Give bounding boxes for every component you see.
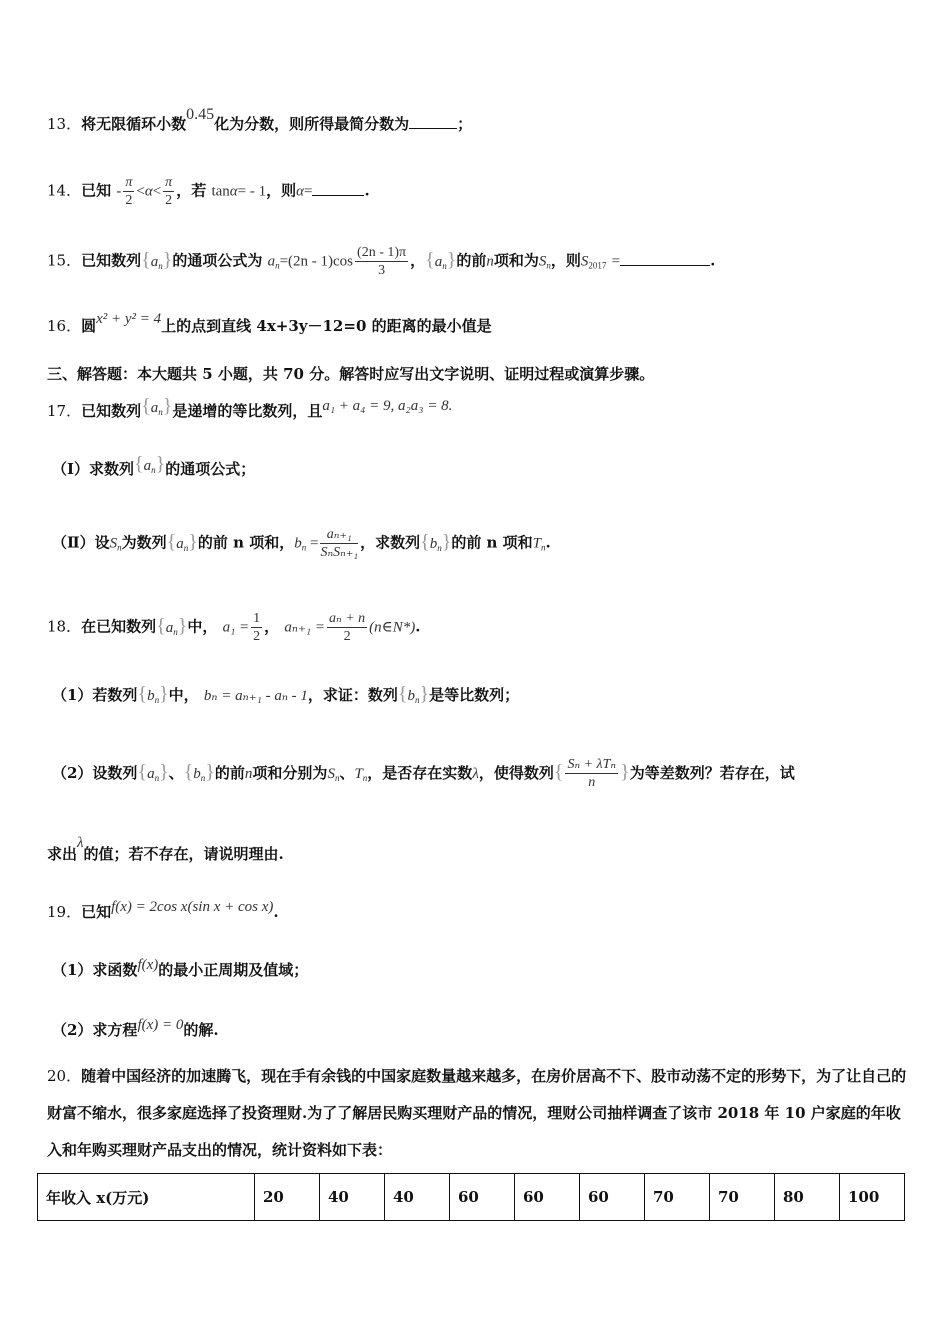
question-15 [47,244,715,279]
q19-end: . [273,903,279,921]
sub-n: n [362,773,368,784]
question-14 [47,174,370,209]
pi-over-2-fraction [163,174,174,209]
q17-p2-text4: ，求数列 [360,533,421,552]
sequence-brace: $\{a_n\}$ [137,761,169,784]
a1-eq: a₁ = [222,619,250,636]
n-condition: (n∈N*) [369,619,416,636]
table-cell: 60 [515,1174,580,1221]
a-symbol: a [150,253,159,270]
frac-num: aₙ + n [329,611,366,626]
q18-p1-text4: 是等比数列； [429,686,520,704]
question-number: 17． [47,402,82,420]
q18-p3-text: 求出 [47,845,78,863]
q15-text6: ，则 [550,251,581,270]
sequence-brace: $\{b_n\}$ [397,683,430,705]
a-symbol: a [143,458,152,474]
section-header: 三、解答题：本大题共 5 小题，共 70 分。解答时应写出文字说明、证明过程或演算步骤。 [47,365,655,383]
q17-part2: （Ⅱ）设$S_n$为数列$\{a_n\}$的前 n 项和，$b_n$ = $\frac{\text{aₙ₊₁}}{\text{SₙSₙ₊₁}}$ ，求数列$\{b_n\}$的前 n 项和$T_n$. [52,527,551,560]
sub-n: n [117,542,122,553]
q19-part1 [52,957,309,981]
fx-equation: f(x) = 0 [137,1017,184,1033]
q18-p2-sep: 、 [168,764,184,783]
b-symbol: b [193,766,201,783]
q17-text: 已知数列 [81,402,142,420]
question-number: 16． [47,317,82,335]
q14-text: 已知 [81,181,112,200]
sequence-brace: $\{a_n\}$ [134,453,166,475]
question-number: 13． [47,115,82,133]
sub-n: n [200,773,206,784]
recurrence-lhs: aₙ₊₁ = [284,619,326,636]
q15-text2: 的通项公式为 [172,251,263,270]
frac-num: π [165,175,173,190]
sub-n: n [334,773,340,784]
question-19 [47,899,279,923]
tan-eq: = - 1 [237,183,267,200]
q18-p2-text6: 为等差数列？若存在，试 [629,764,795,783]
table-cell: 70 [645,1174,710,1221]
bn-fraction [320,526,358,561]
bn-definition: bₙ = aₙ₊₁ - aₙ - 1 [203,688,308,704]
q18-part2: （2）设数列$\{a_n\}$、$\{b_n\}$的前n项和分别为$S_n$、$T_n$，是否存在实数λ，使得数列{ $\frac{\text{Sₙ + λTₙ}}{n}$ }为等差数列？若存在，试 [52,757,795,790]
question-number: 15． [47,251,82,270]
a-symbol: a [176,535,184,552]
question-13 [47,106,473,135]
answer-blank [312,195,364,196]
sub-n: n [415,695,420,705]
sequence-brace: $\{a_n\}$ [141,395,173,417]
table-header-cell: 年收入 x(万元) [38,1174,255,1221]
q13-text2: 化为分数，则所得最简分数为 [214,115,410,133]
q17-p1-text: （Ⅰ）求数列 [52,460,135,478]
circle-equation: x² + y² = 4 [96,311,162,327]
q18-p1-text2: 中， [168,686,199,704]
recurrence-fraction [327,610,367,645]
q17-p1-text2: 的通项公式； [165,460,256,478]
alpha-symbol: α [229,183,238,200]
frac-den: n [588,775,596,790]
sequence-brace: $\{a_n\}$ [425,248,457,271]
question-number: 20． [47,1067,82,1085]
answer-blank [620,265,710,266]
q13-end: ； [457,115,473,133]
table-row [38,1174,905,1221]
sub-n: n [151,465,156,475]
q14-text3: ，则 [266,181,297,200]
q18-p2-text: （2）设数列 [52,764,138,783]
table-cell: 20 [255,1174,320,1221]
sub-n: n [275,260,280,271]
question-18 [47,610,420,645]
question-number: 18． [47,617,82,636]
eq-sign: = [611,253,621,270]
comma: ， [410,251,426,270]
sub-n: n [541,542,546,553]
q19-part2 [52,1017,219,1041]
frac-num: Sₙ + λTₙ [567,757,617,772]
answer-blank [409,128,457,129]
frac-num: 1 [253,611,261,626]
sequence-brace: $\{b_n\}$ [183,761,215,784]
table-cell: 80 [775,1174,840,1221]
sub-n: n [154,695,160,705]
fx-definition: f(x) = 2cos x(sin x + cos x) [111,899,274,915]
s-symbol: S [580,253,589,270]
q17-p2-text: （Ⅱ）设 [52,533,110,552]
q19-text: 已知 [81,903,112,921]
q18-text2: 中， [187,617,218,636]
sub-n: n [442,260,447,271]
a-symbol: a [147,766,155,783]
q19-p2-text: （2）求方程 [52,1021,138,1039]
q18-p2-text2: 的前 [214,764,245,783]
sub-n: n [154,773,160,784]
q18-p3-text2: 的值；若不存在，请说明理由. [83,845,284,863]
sub-n: n [437,542,442,553]
frac-den: 2 [125,193,133,208]
s-symbol: S [109,535,118,552]
q15-text5: 项和为 [493,251,539,270]
a-symbol: a [150,400,159,416]
income-table [37,1173,905,1221]
a-symbol: a [434,253,443,270]
lt-sign: < [136,183,145,200]
q20-text: 随着中国经济的加速腾飞，现在手有余钱的中国家庭数量越来越多，在房价居高不下、股市动荡不定的形势下，为了让自己的财富不缩水，很多家庭选择了投资理财.为了了解居民购买理财产品的情况，理财公司抽样调查了该市 2018 年 10 户家庭的年收入和年购买理财产品支出的情况，统计资料如下表： [47,1067,907,1159]
eq-sign: = [304,183,313,200]
frac-den: SₙSₙ₊₁ [320,545,359,560]
table-cell: 40 [385,1174,450,1221]
lt-sign: < [152,183,162,200]
n-symbol: n [486,253,494,270]
frac-num: π [125,175,133,190]
cos-arg-fraction [355,244,408,279]
q18-text: 在已知数列 [81,617,157,636]
half-fraction [251,610,262,645]
sequence-brace: $\{a_n\}$ [166,530,198,553]
st-fraction [565,756,618,791]
sub-n: n [546,260,551,271]
q19-p1-text2: 的最小正周期及值域； [158,961,309,979]
q15-end: . [710,251,716,270]
sub-n: n [158,260,163,271]
table-cell: 70 [710,1174,775,1221]
frac-num: aₙ₊₁ [320,526,358,544]
b-symbol: b [294,535,302,552]
minus-sign: - [116,183,122,200]
q15-text4: 的前 [456,251,487,270]
q18-p1-text3: ，求证：数列 [307,686,398,704]
question-number: 14． [47,181,82,200]
q19-p2-text2: 的解. [183,1021,219,1039]
alpha-symbol: α [296,183,304,200]
lambda-symbol: λ [472,766,479,783]
sequence-brace: $\{a_n\}$ [141,248,173,271]
sequence-brace: $\{a_n\}$ [156,614,188,637]
q18-p2-text5: ，使得数列 [478,764,554,783]
question-16 [47,311,492,337]
q17-p2-text2: 为数列 [121,533,167,552]
b-symbol: b [147,688,155,704]
q14-text2: ，若 [176,181,207,200]
question-number: 19． [47,903,82,921]
q17-p2-end: . [545,533,551,552]
s-symbol: S [538,253,547,270]
q16-text2: 上的点到直线 4x+3y－12=0 的距离的最小值是 [161,317,492,335]
q19-p1-text: （1）求函数 [52,961,138,979]
t-symbol: T [354,766,363,783]
q18-p1-text: （1）若数列 [52,686,138,704]
sub-n: n [183,542,189,553]
lambda-symbol: λ [77,835,84,851]
table-cell: 40 [320,1174,385,1221]
alpha-symbol: α [144,183,153,200]
question-17 [47,395,453,426]
table-cell: 100 [840,1174,905,1221]
a-symbol: a [165,619,174,636]
frac-den: 2 [165,193,173,208]
table-cell: 60 [450,1174,515,1221]
tan-fn: tan [211,183,230,200]
fx-symbol: f(x) [137,957,159,973]
sub-n: n [173,626,178,637]
q18-p2-text3: 项和分别为 [252,764,328,783]
comma: ， [264,617,280,636]
frac-den: 3 [378,263,386,278]
frac-den: 2 [343,629,351,644]
pi-over-2-fraction [123,174,134,209]
table-cell: 60 [580,1174,645,1221]
q17-p2-text3: 的前 n 项和， [197,533,295,552]
sub-2017: 2017 [588,260,607,271]
repeating-decimal: 0.45 [186,106,215,123]
q15-text: 已知数列 [81,251,142,270]
b-symbol: b [429,535,438,552]
q18-part1 [52,684,519,710]
q17-p2-text5: 的前 n 项和 [451,533,533,552]
sub-n: n [158,407,163,417]
sub-n: n [301,542,307,553]
q13-text: 将无限循环小数 [81,115,187,133]
n-symbol: n [244,766,253,783]
formula-part: =(2n - 1)cos [279,253,354,270]
q14-end: . [364,181,370,200]
frac-num: (2n - 1)π [357,245,407,260]
sequence-brace: { $\frac{\text{Sₙ + λTₙ}}{n}$ } [553,757,630,790]
sequence-brace: $\{b_n\}$ [420,530,452,553]
q18-p2-text4: ，是否存在实数 [367,764,473,783]
t-symbol: T [532,535,542,552]
frac-den: 2 [253,629,261,644]
b-symbol: b [407,688,416,704]
q17-condition: a₁ + a₄ = 9, a₂a₃ = 8. [322,398,453,414]
q18-end: . [415,617,421,636]
question-20 [47,1058,907,1169]
sequence-brace: $\{b_n\}$ [137,683,169,705]
q17-part1 [52,453,256,484]
s-symbol: S [327,766,335,783]
q17-text2: 是递增的等比数列，且 [172,402,323,420]
a-symbol: a [267,253,276,270]
q16-text: 圆 [81,317,97,335]
q18-part2-cont [47,835,284,865]
